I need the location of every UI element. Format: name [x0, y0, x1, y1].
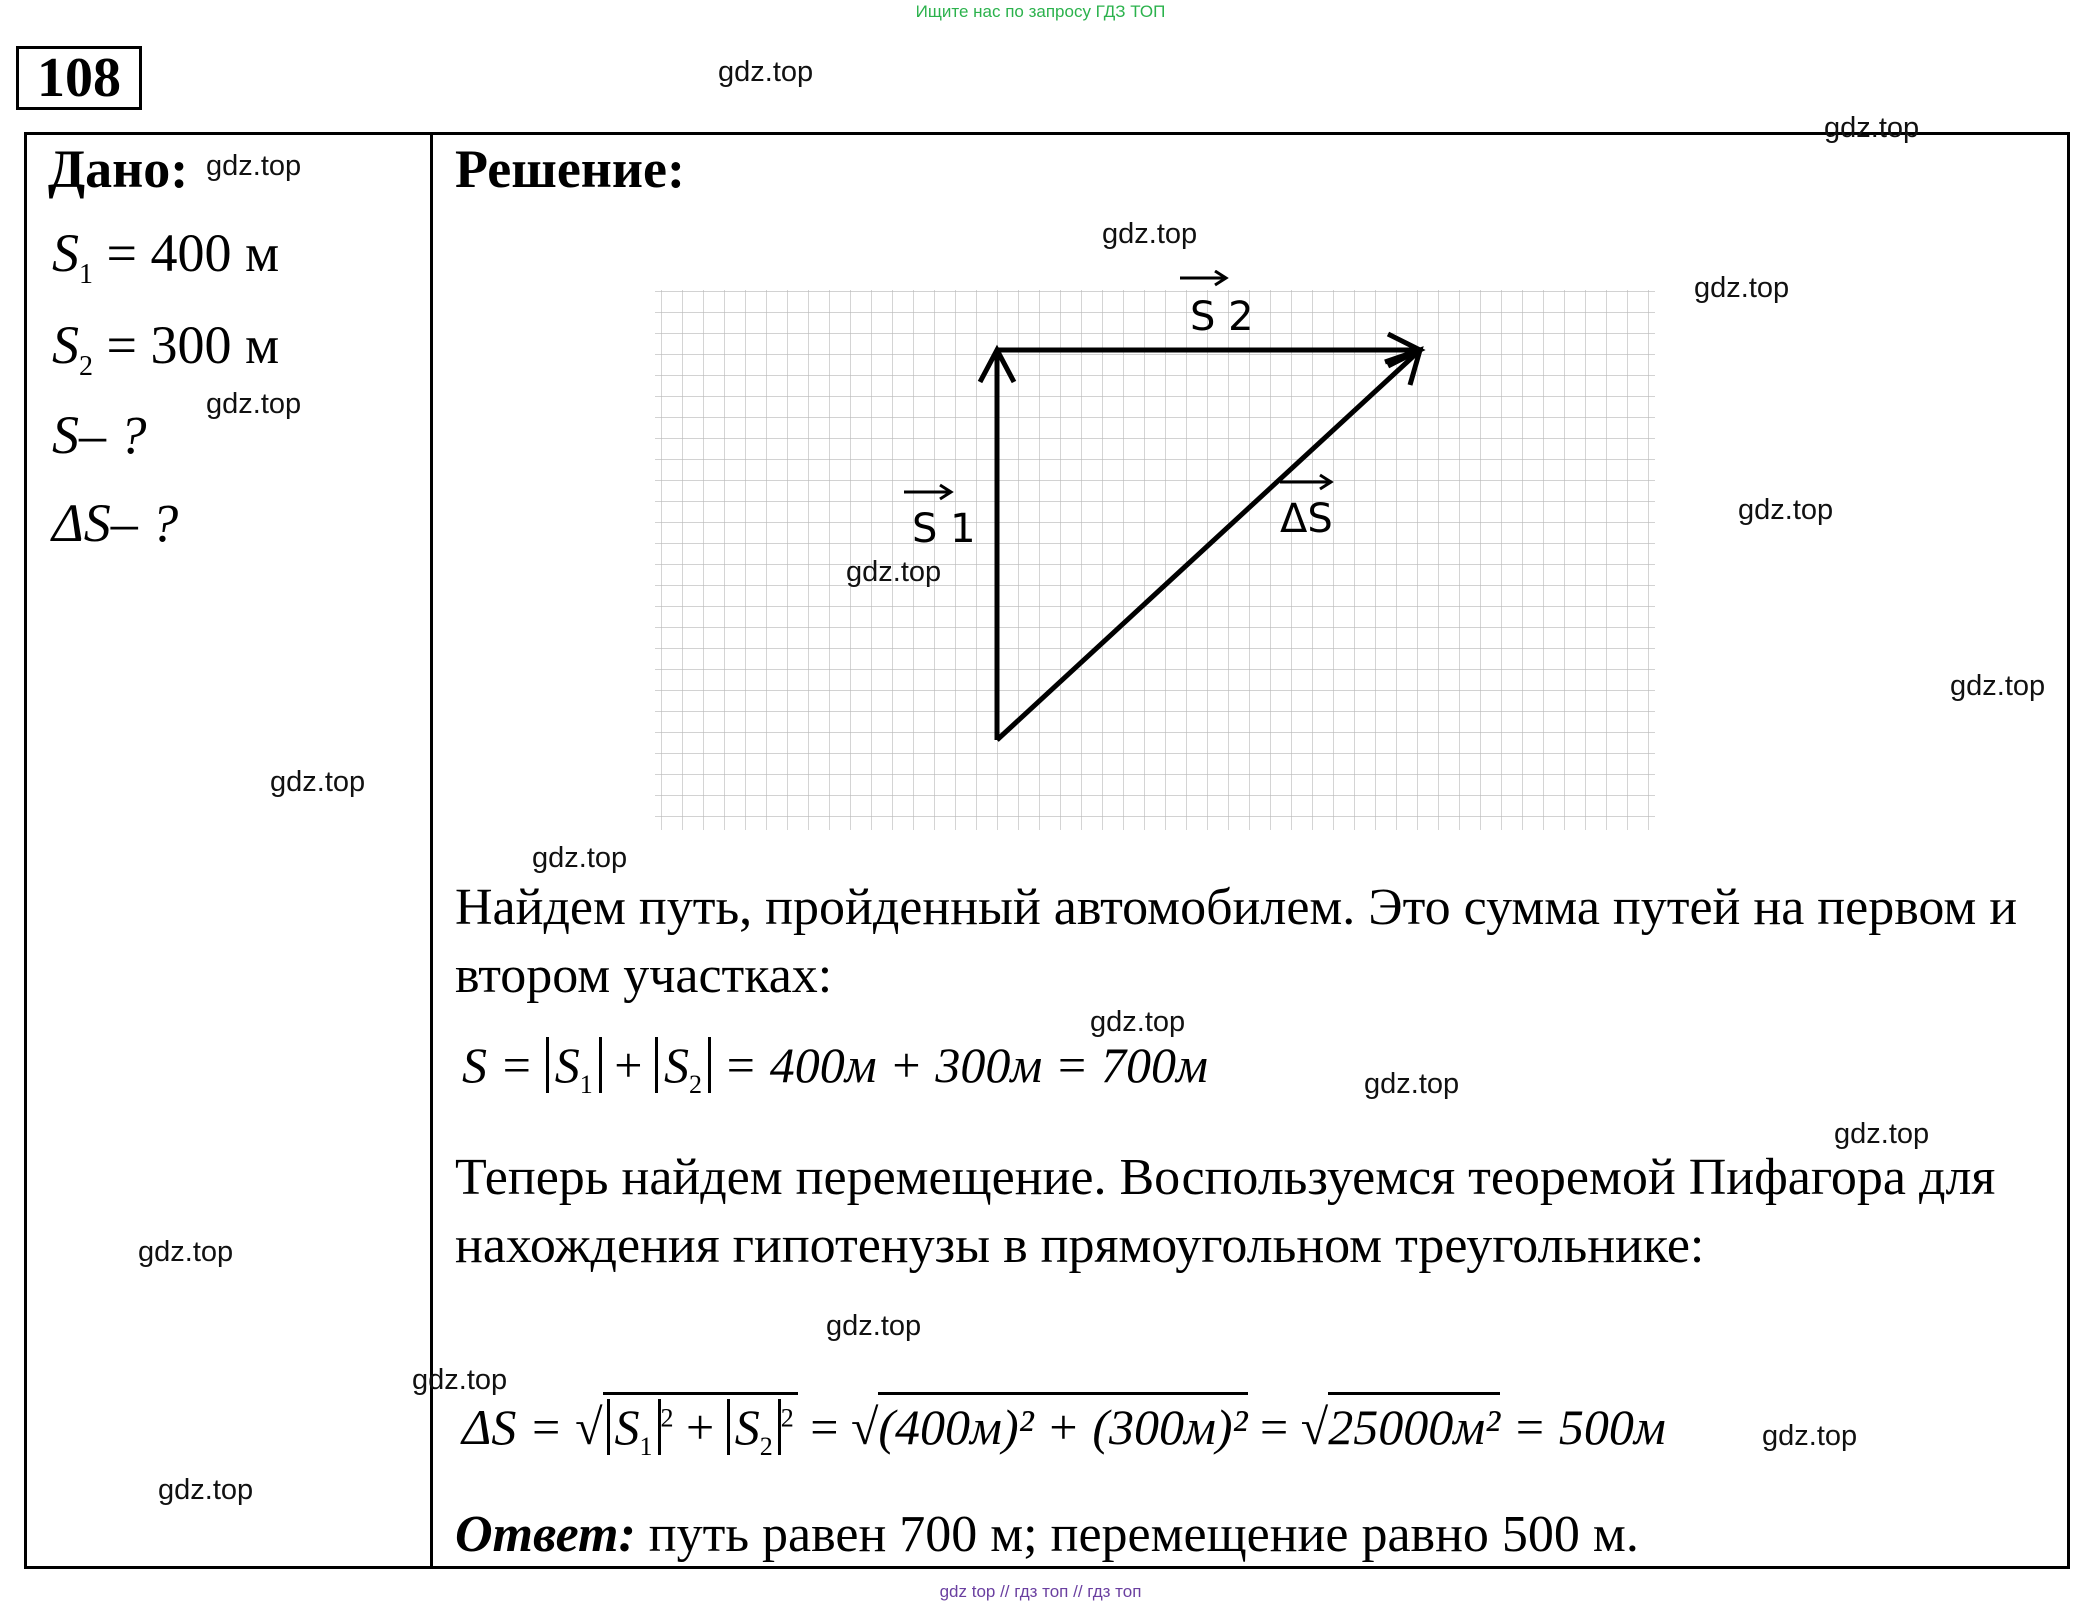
formula-disp-eq2: =: [1260, 1399, 1289, 1455]
watermark: gdz.top: [412, 1364, 508, 1396]
formula-displacement: [462, 1398, 1666, 1462]
answer-text: путь равен 700 м; перемещение равно 500 м.: [635, 1506, 1639, 1563]
sqrt-sign-2: √: [850, 1399, 879, 1455]
radicand-1: $S_1^2 + S_2^2$: [603, 1392, 798, 1455]
column-divider: [430, 132, 433, 1569]
formula-disp-result: = 500м: [1512, 1399, 1666, 1455]
given-s1: $S_1 = 400$ м: [52, 223, 280, 290]
formula-path-lhs: S =: [462, 1037, 534, 1093]
radicand-3: 25000м²: [1328, 1392, 1500, 1455]
search-banner[interactable]: Ищите нас по запросу ГДЗ ТОП: [915, 2, 1166, 21]
given-s2-value: = 300 м: [106, 315, 280, 375]
watermark: gdz.top: [846, 556, 942, 588]
given-s-query: S– ?: [52, 405, 147, 465]
vector-diagram: [640, 270, 1680, 850]
answer-label: Ответ:: [455, 1506, 636, 1563]
given-s2: $S_2 = 300$ м: [52, 315, 280, 382]
watermark: gdz.top: [206, 388, 302, 420]
watermark: gdz.top: [1738, 494, 1834, 526]
paragraph-path: Найдем путь, пройденный автомобилем. Это сумма путей на первом и втором участках:: [455, 879, 2018, 1004]
formula-disp-eq1: =: [810, 1399, 851, 1455]
watermark: gdz.top: [1834, 1118, 1930, 1150]
watermark: gdz.top: [206, 150, 302, 182]
sqrt-sign-3: √: [1300, 1399, 1329, 1455]
label-s2: S 2: [1190, 294, 1254, 340]
paragraph-displacement: Теперь найдем перемещение. Воспользуемся теоремой Пифагора для нахождения гипотенузы в прямоугольном треугольнике:: [455, 1149, 1996, 1274]
watermark: gdz.top: [138, 1236, 234, 1268]
watermark: gdz.top: [1824, 112, 1920, 144]
formula-path: $S = S_1 + S_2 = 400м + 300м = 700м$: [462, 1037, 1208, 1099]
answer-line: [455, 1505, 1639, 1564]
radicand-2: (400м)² + (300м)²: [878, 1392, 1247, 1455]
watermark: gdz.top: [1102, 218, 1198, 250]
watermark: gdz.top: [158, 1474, 254, 1506]
abs-s2: $S_2$: [655, 1037, 711, 1093]
watermark: gdz.top: [1762, 1420, 1858, 1452]
watermark: gdz.top: [532, 842, 628, 874]
watermark: gdz.top: [1090, 1006, 1186, 1038]
problem-number: 108: [16, 46, 142, 110]
formula-path-rhs: = 400м + 300м = 700м: [723, 1037, 1208, 1093]
abs-s1: $S_1$: [546, 1037, 602, 1093]
label-s1: S 1: [912, 506, 976, 552]
watermark: gdz.top: [1694, 272, 1790, 304]
given-s1-value: = 400 м: [106, 223, 280, 283]
watermark: gdz.top: [270, 766, 366, 798]
watermark: gdz.top: [1950, 670, 2046, 702]
footer-links[interactable]: gdz top // гдз топ // гдз топ: [939, 1582, 1142, 1601]
sqrt-sign-1: √: [575, 1399, 603, 1455]
label-delta-s: ΔS: [1280, 496, 1333, 542]
watermark: gdz.top: [718, 56, 814, 88]
given-ds-query: ΔS– ?: [52, 493, 179, 553]
given-heading: Дано:: [48, 139, 189, 199]
formula-disp-lhs: ΔS =: [462, 1399, 563, 1455]
label-s2-arrow: [1180, 271, 1226, 285]
grid-background: [655, 290, 1655, 830]
solution-heading: Решение:: [455, 139, 685, 199]
watermark: gdz.top: [1364, 1068, 1460, 1100]
watermark: gdz.top: [826, 1310, 922, 1342]
